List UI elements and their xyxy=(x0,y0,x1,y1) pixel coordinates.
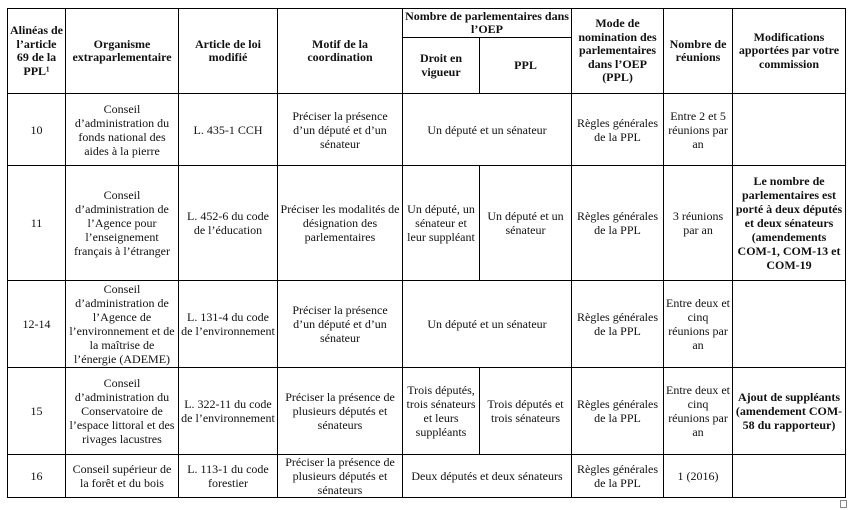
cell-mode: Règles générales de la PPL xyxy=(572,368,664,455)
cell-reunions: Entre deux et cinq réunions par an xyxy=(664,281,733,368)
cell-alinea: 10 xyxy=(8,94,66,166)
table-row xyxy=(8,368,846,455)
cell-organisme: Conseil supérieur de la forêt et du bois xyxy=(66,455,179,498)
table-row xyxy=(8,281,846,368)
oep-table xyxy=(7,8,846,498)
cell-article: L. 322-11 du code de l’environnement xyxy=(179,368,278,455)
cell-ppl: Un député et un sénateur xyxy=(480,166,572,281)
header-organisme: Organisme extraparlementaire xyxy=(66,9,179,94)
cell-article: L. 113-1 du code forestier xyxy=(179,455,278,498)
cell-modifications xyxy=(733,281,846,368)
table-row xyxy=(8,455,846,498)
cell-mode: Règles générales de la PPL xyxy=(572,94,664,166)
cell-mode: Règles générales de la PPL xyxy=(572,455,664,498)
header-ppl: PPL xyxy=(480,38,572,94)
cell-alinea: 16 xyxy=(8,455,66,498)
header-droit-en-vigueur: Droit en vigueur xyxy=(403,38,480,94)
cell-article: L. 452-6 du code de l’éducation xyxy=(179,166,278,281)
header-modifications: Modifications apportées par votre commission xyxy=(733,9,846,94)
cell-modifications xyxy=(733,455,846,498)
cell-motif: Préciser la présence de plusieurs députés et sénateurs xyxy=(278,368,403,455)
cell-organisme: Conseil d’administration du fonds national des aides à la pierre xyxy=(66,94,179,166)
cell-motif: Préciser la présence d’un député et d’un sénateur xyxy=(278,281,403,368)
cell-organisme: Conseil d’administration de l’Agence de l’environnement et de la maîtrise de l’énergie (ADEME) xyxy=(66,281,179,368)
cell-alinea: 11 xyxy=(8,166,66,281)
cell-reunions: 3 réunions par an xyxy=(664,166,733,281)
cell-modifications: Ajout de suppléants (amendement COM-58 du rapporteur) xyxy=(733,368,846,455)
cell-parlementaires: Un député et un sénateur xyxy=(403,281,572,368)
cell-modifications xyxy=(733,94,846,166)
header-nombre-parlementaires: Nombre de parlementaires dans l’OEP xyxy=(403,9,572,38)
cell-reunions: Entre deux et cinq réunions par an xyxy=(664,368,733,455)
cell-droit: Un député, un sénateur et leur suppléant xyxy=(403,166,480,281)
cell-alinea: 15 xyxy=(8,368,66,455)
cell-organisme: Conseil d’administration du Conservatoire de l’espace littoral et des rivages lacustres xyxy=(66,368,179,455)
cell-mode: Règles générales de la PPL xyxy=(572,166,664,281)
cell-reunions: Entre 2 et 5 réunions par an xyxy=(664,94,733,166)
cell-droit: Trois députés, trois sénateurs et leurs suppléants xyxy=(403,368,480,455)
header-article: Article de loi modifié xyxy=(179,9,278,94)
cell-organisme: Conseil d’administration de l’Agence pour l’enseignement français à l’étranger xyxy=(66,166,179,281)
paragraph-mark xyxy=(840,500,847,508)
cell-motif: Préciser la présence d’un député et d’un sénateur xyxy=(278,94,403,166)
cell-parlementaires: Un député et un sénateur xyxy=(403,94,572,166)
cell-alinea: 12-14 xyxy=(8,281,66,368)
cell-reunions: 1 (2016) xyxy=(664,455,733,498)
cell-article: L. 131-4 du code de l’environnement xyxy=(179,281,278,368)
cell-article: L. 435-1 CCH xyxy=(179,94,278,166)
header-nombre-reunions: Nombre de réunions xyxy=(664,9,733,94)
cell-motif: Préciser les modalités de désignation des parlementaires xyxy=(278,166,403,281)
header-mode-nomination: Mode de nomination des parlementaires dans l’OEP (PPL) xyxy=(572,9,664,94)
cell-motif: Préciser la présence de plusieurs députés et sénateurs xyxy=(278,455,403,498)
table-row xyxy=(8,166,846,281)
cell-mode: Règles générales de la PPL xyxy=(572,281,664,368)
header-motif: Motif de la coordination xyxy=(278,9,403,94)
cell-ppl: Trois députés et trois sénateurs xyxy=(480,368,572,455)
table-row xyxy=(8,94,846,166)
cell-parlementaires: Deux députés et deux sénateurs xyxy=(403,455,572,498)
cell-modifications: Le nombre de parlementaires est porté à deux députés et deux sénateurs (amendements COM-1, COM-13 et COM-19 xyxy=(733,166,846,281)
header-alineas: Alinéas de l’article 69 de la PPL¹ xyxy=(8,9,66,94)
